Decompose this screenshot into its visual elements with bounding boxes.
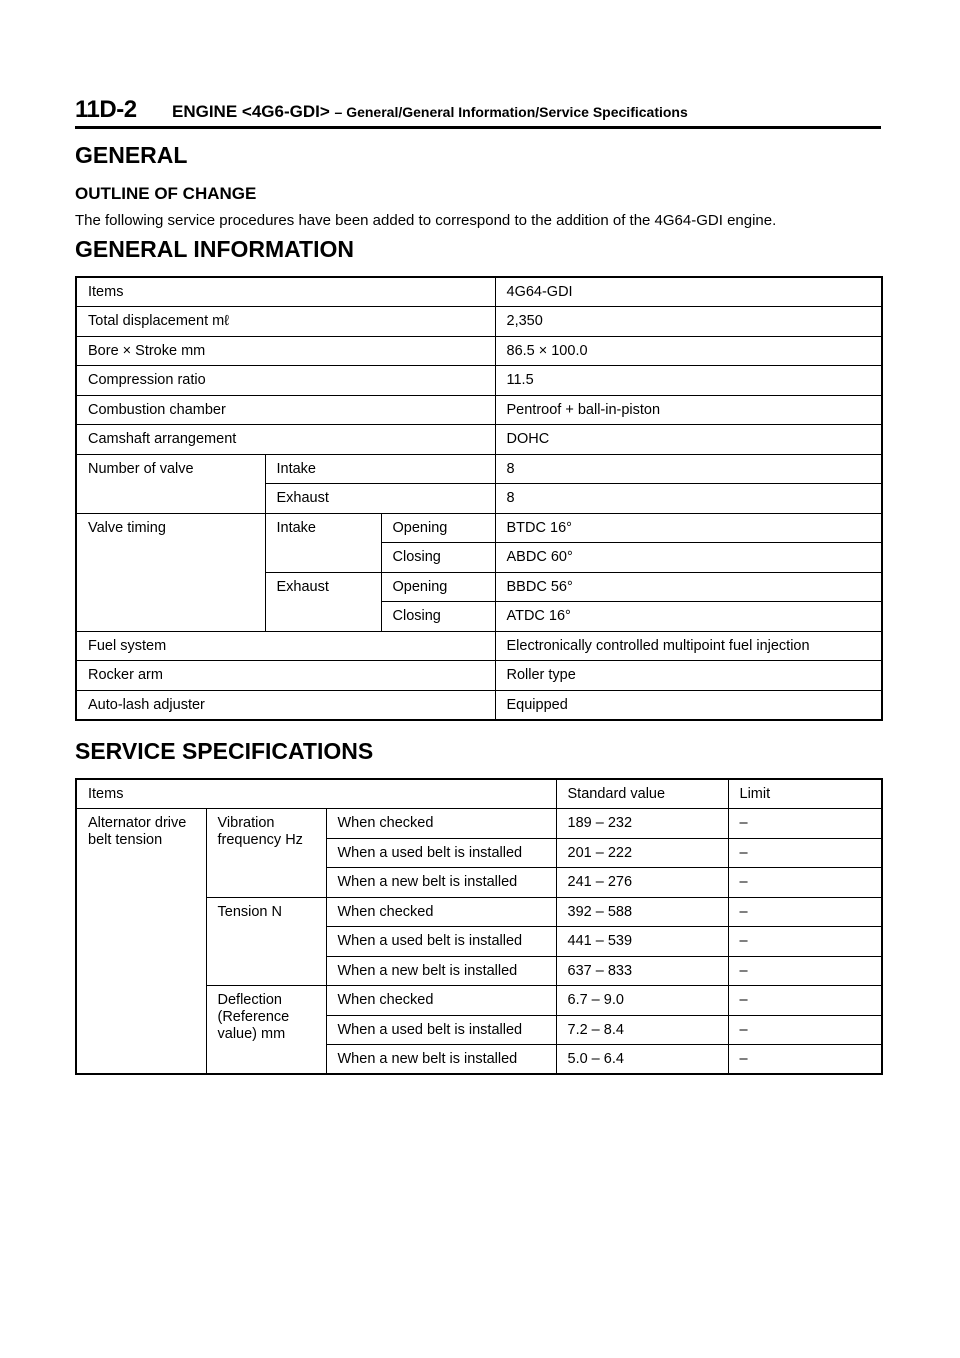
table-row [76, 779, 882, 809]
gi-value: ATDC 16° [495, 602, 882, 632]
gi-label: Combustion chamber [76, 395, 495, 425]
gi-sublabel: Intake [265, 454, 495, 484]
gi-value: Roller type [495, 661, 882, 691]
table-row [76, 277, 882, 307]
ss-limit-value: – [728, 897, 882, 927]
ss-condition: When a used belt is installed [326, 927, 556, 957]
heading-general: GENERAL [75, 142, 188, 168]
ss-condition: When a used belt is installed [326, 1015, 556, 1045]
table-row [76, 690, 882, 720]
ss-limit-header: Limit [728, 779, 882, 809]
table-row [76, 661, 882, 691]
service-specifications-table [75, 778, 883, 1075]
gi-value: Equipped [495, 690, 882, 720]
ss-condition: When checked [326, 897, 556, 927]
gi-value: BTDC 16° [495, 513, 882, 543]
ss-limit-value: – [728, 868, 882, 898]
gi-label: Fuel system [76, 631, 495, 661]
gi-value: Pentroof + ball-in-piston [495, 395, 882, 425]
ss-condition: When a used belt is installed [326, 838, 556, 868]
gi-value: DOHC [495, 425, 882, 455]
table-row [76, 513, 882, 543]
ss-limit-value: – [728, 956, 882, 986]
gi-value: 11.5 [495, 366, 882, 396]
ss-condition: When a new belt is installed [326, 868, 556, 898]
ss-condition: When checked [326, 809, 556, 839]
ss-condition: When a new belt is installed [326, 1045, 556, 1075]
gi-sublabel: Exhaust [265, 484, 495, 514]
table-row [76, 454, 882, 484]
ss-parameter-label: Vibration frequency Hz [206, 809, 326, 898]
header-subtitle: – General/General Information/Service Specifications [334, 104, 688, 120]
gi-sublabel: Exhaust [265, 572, 381, 631]
ss-standard-value: 6.7 – 9.0 [556, 986, 728, 1016]
ss-group-label: Alternator drive belt tension [76, 809, 206, 1075]
gi-sublabel: Opening [381, 513, 495, 543]
ss-items-header: Items [76, 779, 556, 809]
gi-label: Camshaft arrangement [76, 425, 495, 455]
ss-limit-value: – [728, 838, 882, 868]
gi-value: ABDC 60° [495, 543, 882, 573]
table-row [76, 366, 882, 396]
gi-sublabel: Closing [381, 543, 495, 573]
table-row [76, 631, 882, 661]
gi-label: Rocker arm [76, 661, 495, 691]
gi-value: 8 [495, 454, 882, 484]
gi-value: 86.5 × 100.0 [495, 336, 882, 366]
gi-value: 2,350 [495, 307, 882, 337]
ss-limit-value: – [728, 986, 882, 1016]
general-information-table [75, 276, 883, 721]
page-header [75, 96, 881, 126]
ss-limit-value: – [728, 1015, 882, 1045]
ss-standard-value: 392 – 588 [556, 897, 728, 927]
table-row [76, 307, 882, 337]
gi-label: Number of valve [76, 454, 265, 513]
heading-service-specifications: SERVICE SPECIFICATIONS [75, 738, 374, 764]
gi-value: BBDC 56° [495, 572, 882, 602]
table-row [76, 336, 882, 366]
ss-standard-value: 637 – 833 [556, 956, 728, 986]
ss-parameter-label: Tension N [206, 897, 326, 986]
ss-parameter-label: Deflection (Reference value) mm [206, 986, 326, 1075]
ss-standard-value: 7.2 – 8.4 [556, 1015, 728, 1045]
gi-sublabel: Opening [381, 572, 495, 602]
outline-text: The following service procedures have been added to correspond to the addition of the 4G64-GDI engine. [75, 212, 777, 229]
gi-label: Valve timing [76, 513, 265, 631]
header-title [172, 102, 688, 122]
gi-label: Auto-lash adjuster [76, 690, 495, 720]
gi-label: Compression ratio [76, 366, 495, 396]
ss-limit-value: – [728, 809, 882, 839]
header-title-main: ENGINE <4G6-GDI> [172, 102, 330, 121]
gi-label: Bore × Stroke mm [76, 336, 495, 366]
page-number: 11D-2 [75, 96, 137, 123]
ss-standard-value: 441 – 539 [556, 927, 728, 957]
gi-sublabel: Closing [381, 602, 495, 632]
ss-condition: When checked [326, 986, 556, 1016]
heading-outline-of-change: OUTLINE OF CHANGE [75, 184, 257, 203]
ss-standard-value: 189 – 232 [556, 809, 728, 839]
ss-limit-value: – [728, 1045, 882, 1075]
ss-standard-header: Standard value [556, 779, 728, 809]
gi-label: Total displacement mℓ [76, 307, 495, 337]
gi-sublabel: Intake [265, 513, 381, 572]
ss-standard-value: 5.0 – 6.4 [556, 1045, 728, 1075]
table-row [76, 425, 882, 455]
gi-value: 8 [495, 484, 882, 514]
gi-model-header: 4G64-GDI [495, 277, 882, 307]
ss-standard-value: 201 – 222 [556, 838, 728, 868]
header-rule [75, 126, 881, 129]
table-row [76, 395, 882, 425]
table-row [76, 809, 882, 839]
ss-condition: When a new belt is installed [326, 956, 556, 986]
gi-value: Electronically controlled multipoint fuel injection [495, 631, 882, 661]
ss-limit-value: – [728, 927, 882, 957]
ss-standard-value: 241 – 276 [556, 868, 728, 898]
heading-general-information: GENERAL INFORMATION [75, 236, 354, 262]
gi-items-header: Items [76, 277, 495, 307]
